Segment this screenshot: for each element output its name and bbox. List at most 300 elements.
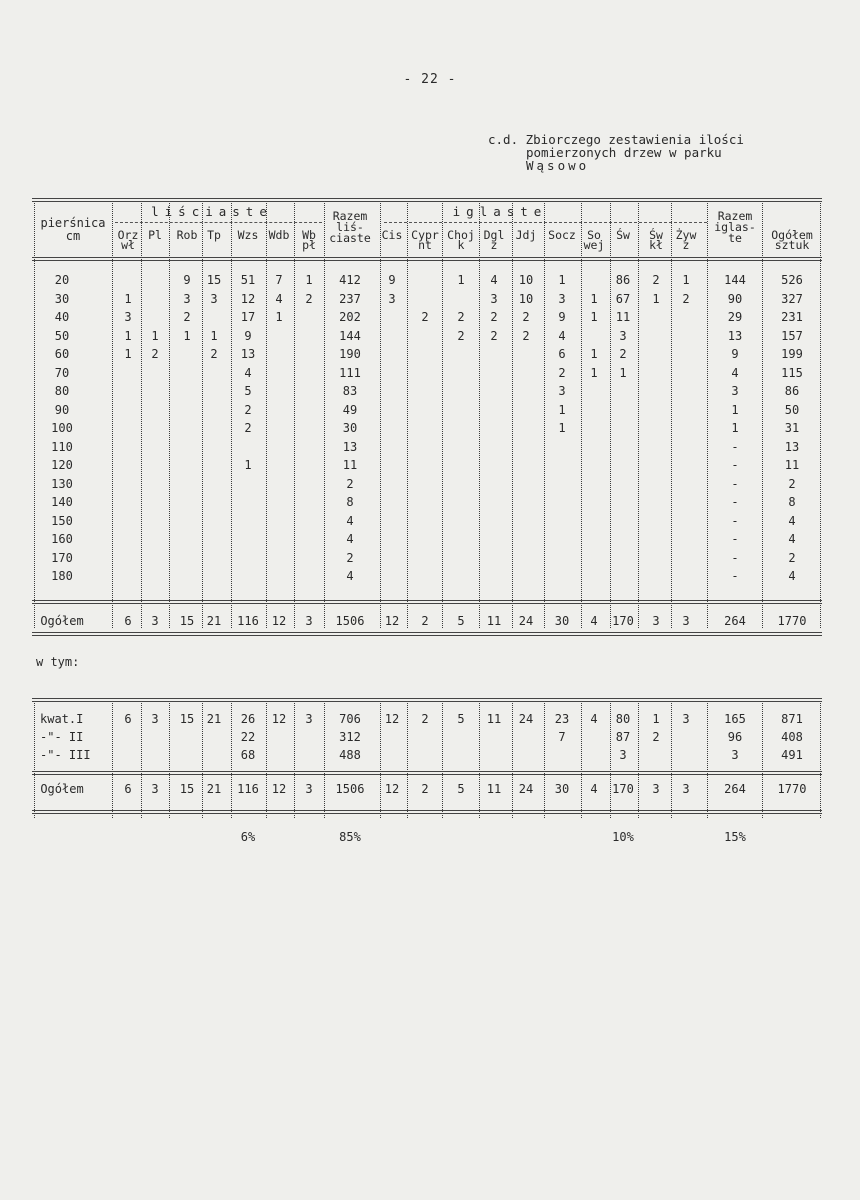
breakdown-cell: 2 bbox=[421, 712, 429, 726]
diameter-row-label: 80 bbox=[54, 384, 70, 398]
diameter-row-cell: 10 bbox=[518, 273, 534, 287]
page-number: - 22 - bbox=[403, 72, 457, 87]
diameter-row-cell: 1 bbox=[457, 273, 465, 287]
diameter-row-cell: 30 bbox=[342, 421, 358, 435]
diameter-row-cell: 1 bbox=[124, 291, 132, 306]
diameter-row-cell: 11 bbox=[342, 458, 358, 472]
diameter-row-cell: 3 bbox=[619, 328, 627, 343]
breakdown-cell: 3 bbox=[305, 712, 313, 726]
heading-line-1: c.d. Zbiorczego zestawienia ilości bbox=[488, 132, 744, 147]
breakdown-col-divider-15 bbox=[581, 703, 582, 818]
diameter-row-cell: 3 bbox=[558, 384, 566, 398]
breakdown-label: -"- III bbox=[40, 748, 91, 762]
breakdown-total-row-cell: 170 bbox=[612, 782, 634, 796]
breakdown-cell: 3 bbox=[151, 712, 159, 726]
main-col-divider-0 bbox=[34, 203, 35, 628]
diameter-row-cell: 2 bbox=[490, 310, 498, 324]
diameter-row-cell: - bbox=[731, 532, 739, 546]
diameter-row-cell: 1 bbox=[558, 273, 566, 287]
diameter-row-label: 70 bbox=[54, 365, 70, 380]
total-row-cell: 6 bbox=[124, 614, 132, 628]
breakdown-cell: 87 bbox=[615, 730, 631, 744]
column-header: Wdb bbox=[268, 228, 290, 242]
column-header: Cis bbox=[381, 228, 403, 242]
breakdown-total-row-cell: 3 bbox=[682, 782, 690, 796]
breakdown-col-divider-5 bbox=[231, 703, 232, 818]
breakdown-cell: 7 bbox=[558, 730, 566, 744]
diameter-row-label: 120 bbox=[51, 458, 73, 472]
breakdown-total-row-cell: 24 bbox=[518, 782, 534, 796]
diameter-row-cell: 6 bbox=[558, 347, 566, 361]
diameter-row-cell: 2 bbox=[788, 476, 796, 491]
total-row-cell: 21 bbox=[206, 614, 222, 628]
diameter-row-cell: 1 bbox=[558, 402, 566, 417]
breakdown-total-row-cell: 116 bbox=[237, 782, 259, 796]
diameter-row-cell: 4 bbox=[346, 532, 354, 546]
breakdown-cell: 3 bbox=[619, 748, 627, 762]
diameter-row-cell: 4 bbox=[731, 365, 739, 380]
breakdown-cell: 22 bbox=[240, 730, 256, 744]
column-header-sub: pł bbox=[302, 238, 316, 252]
w-tym-label: w tym: bbox=[36, 655, 80, 669]
column-header: Orz bbox=[117, 228, 139, 242]
deciduous-group-rule bbox=[115, 222, 322, 223]
breakdown-cell: 165 bbox=[724, 712, 746, 726]
column-header-sub: z bbox=[490, 238, 498, 252]
table-top-rule bbox=[32, 198, 822, 202]
main-col-divider-19 bbox=[707, 203, 708, 628]
main-col-divider-18 bbox=[671, 203, 672, 628]
column-header: Cypr bbox=[411, 228, 439, 242]
diameter-row-label: 40 bbox=[54, 310, 70, 324]
breakdown-total-row-cell: 2 bbox=[421, 782, 429, 796]
main-col-divider-11 bbox=[442, 203, 443, 628]
diameter-row-label: 150 bbox=[51, 513, 73, 528]
breakdown-col-divider-10 bbox=[407, 703, 408, 818]
total-row-cell: 1770 bbox=[777, 614, 807, 628]
diameter-row-cell: 1 bbox=[151, 328, 159, 343]
column-header: Tp bbox=[207, 228, 221, 242]
breakdown-cell: 12 bbox=[384, 712, 400, 726]
breakdown-total-row-cell: 4 bbox=[590, 782, 598, 796]
main-col-divider-6 bbox=[266, 203, 267, 628]
diameter-row-cell: 1 bbox=[305, 273, 313, 287]
breakdown-total-row-cell: 6 bbox=[124, 782, 132, 796]
diameter-row-cell: 2 bbox=[457, 310, 465, 324]
column-header: Socz bbox=[548, 228, 576, 242]
diameter-row-cell: 15 bbox=[206, 273, 222, 287]
column-header: Dgl bbox=[483, 228, 505, 242]
breakdown-cell: 26 bbox=[240, 712, 256, 726]
column-header-sub: liś- bbox=[336, 220, 364, 234]
diameter-row-cell: 199 bbox=[781, 347, 803, 361]
diameter-row-cell: 2 bbox=[210, 347, 218, 361]
diameter-row-cell: 144 bbox=[724, 273, 746, 287]
diameter-row-label: 160 bbox=[51, 532, 73, 546]
diameter-row-cell: 327 bbox=[781, 291, 803, 306]
total-row-cell: 264 bbox=[724, 614, 746, 628]
breakdown-cell: 491 bbox=[781, 748, 803, 762]
main-col-divider-15 bbox=[581, 203, 582, 628]
breakdown-col-divider-13 bbox=[512, 703, 513, 818]
diameter-header: pierśnica bbox=[40, 216, 106, 230]
diameter-row-cell: 157 bbox=[781, 328, 803, 343]
diameter-row-cell: 2 bbox=[183, 310, 191, 324]
group-deciduous: liściaste bbox=[151, 204, 273, 219]
breakdown-top-rule bbox=[32, 698, 822, 702]
diameter-row-cell: 4 bbox=[558, 328, 566, 343]
breakdown-col-divider-1 bbox=[112, 703, 113, 818]
total-row-cell: 170 bbox=[612, 614, 634, 628]
breakdown-total-row-cell: 5 bbox=[457, 782, 465, 796]
totals-top-rule bbox=[32, 600, 822, 604]
diameter-row-label: 180 bbox=[51, 569, 73, 583]
breakdown-col-divider-2 bbox=[141, 703, 142, 818]
column-header-sub: nt bbox=[418, 238, 432, 252]
diameter-row-cell: 2 bbox=[346, 476, 354, 491]
breakdown-total-row-cell: 3 bbox=[151, 782, 159, 796]
header-bottom-rule bbox=[32, 257, 822, 261]
diameter-row-cell: 2 bbox=[682, 291, 690, 306]
breakdown-label: -"- II bbox=[40, 730, 84, 744]
diameter-row-label: 60 bbox=[54, 347, 70, 361]
diameter-row-cell: 1 bbox=[731, 421, 739, 435]
column-header: Żyw bbox=[675, 228, 697, 242]
total-row-cell: 4 bbox=[590, 614, 598, 628]
diameter-row-cell: - bbox=[731, 495, 739, 509]
breakdown-cell: 3 bbox=[682, 712, 690, 726]
breakdown-col-divider-19 bbox=[707, 703, 708, 818]
diameter-row-cell: 13 bbox=[784, 439, 800, 454]
column-header: Św bbox=[649, 228, 663, 242]
diameter-row-cell: - bbox=[731, 476, 739, 491]
diameter-unit: cm bbox=[65, 229, 81, 243]
breakdown-col-divider-8 bbox=[324, 703, 325, 818]
column-header: Św bbox=[616, 228, 630, 242]
breakdown-col-divider-18 bbox=[671, 703, 672, 818]
diameter-row-cell: 1 bbox=[731, 402, 739, 417]
total-row-cell: 24 bbox=[518, 614, 534, 628]
breakdown-col-divider-12 bbox=[479, 703, 480, 818]
column-header-sub2: te bbox=[728, 231, 742, 245]
breakdown-cell: 96 bbox=[727, 730, 743, 744]
diameter-row-cell: 4 bbox=[788, 532, 796, 546]
total-row-cell: 3 bbox=[682, 614, 690, 628]
heading-line-3: Wąsowo bbox=[526, 158, 590, 173]
diameter-row-cell: 4 bbox=[788, 569, 796, 583]
diameter-row-cell: 526 bbox=[781, 273, 803, 287]
breakdown-cell: 4 bbox=[590, 712, 598, 726]
breakdown-col-divider-7 bbox=[294, 703, 295, 818]
main-col-divider-16 bbox=[610, 203, 611, 628]
diameter-row-cell: 12 bbox=[240, 291, 256, 306]
diameter-row-cell: 1 bbox=[124, 328, 132, 343]
diameter-row-cell: 1 bbox=[124, 347, 132, 361]
breakdown-cell: 24 bbox=[518, 712, 534, 726]
diameter-row-cell: 2 bbox=[522, 328, 530, 343]
diameter-row-label: 100 bbox=[51, 421, 73, 435]
breakdown-col-divider-17 bbox=[638, 703, 639, 818]
main-col-divider-20 bbox=[762, 203, 763, 628]
percentage-label: 15% bbox=[724, 830, 746, 844]
column-header: Razem bbox=[332, 209, 368, 223]
diameter-row-cell: 86 bbox=[615, 273, 631, 287]
diameter-row-cell: 5 bbox=[244, 384, 252, 398]
column-header: Ogółem bbox=[771, 228, 813, 242]
heading-line-2: pomierzonych drzew w parku bbox=[526, 145, 722, 160]
breakdown-col-divider-6 bbox=[266, 703, 267, 818]
breakdown-total-row-cell: 12 bbox=[271, 782, 287, 796]
breakdown-col-divider-11 bbox=[442, 703, 443, 818]
breakdown-cell: 12 bbox=[271, 712, 287, 726]
diameter-row-cell: 111 bbox=[339, 365, 361, 380]
total-row-cell: 15 bbox=[179, 614, 195, 628]
diameter-row-cell: 2 bbox=[151, 347, 159, 361]
diameter-row-cell: 9 bbox=[731, 347, 739, 361]
diameter-row-cell: 4 bbox=[346, 513, 354, 528]
diameter-row-cell: 2 bbox=[788, 550, 796, 565]
column-header: Razem bbox=[717, 209, 753, 223]
diameter-row-cell: 86 bbox=[784, 384, 800, 398]
breakdown-total-row-cell: 21 bbox=[206, 782, 222, 796]
main-col-divider-14 bbox=[544, 203, 545, 628]
breakdown-total-row-cell: 3 bbox=[652, 782, 660, 796]
breakdown-cell: 1 bbox=[652, 712, 660, 726]
main-col-divider-5 bbox=[231, 203, 232, 628]
breakdown-cell: 312 bbox=[339, 730, 361, 744]
diameter-row-cell: 1 bbox=[652, 291, 660, 306]
diameter-row-label: 20 bbox=[54, 273, 70, 287]
column-header-sub: kł bbox=[649, 238, 663, 252]
diameter-row-cell: 3 bbox=[183, 291, 191, 306]
diameter-row-cell: 7 bbox=[275, 273, 283, 287]
diameter-row-label: 130 bbox=[51, 476, 73, 491]
diameter-row-cell: 3 bbox=[731, 384, 739, 398]
breakdown-cell: 21 bbox=[206, 712, 222, 726]
breakdown-total-row-cell: 30 bbox=[554, 782, 570, 796]
diameter-row-cell: 17 bbox=[240, 310, 256, 324]
diameter-row-cell: 2 bbox=[522, 310, 530, 324]
diameter-row-cell: 115 bbox=[781, 365, 803, 380]
breakdown-cell: 5 bbox=[457, 712, 465, 726]
diameter-row-label: 90 bbox=[54, 402, 70, 417]
breakdown-cell: 23 bbox=[554, 712, 570, 726]
breakdown-col-divider-4 bbox=[202, 703, 203, 818]
total-row-cell: 30 bbox=[554, 614, 570, 628]
total-row-cell: 2 bbox=[421, 614, 429, 628]
column-header: Rob bbox=[176, 228, 198, 242]
diameter-row-cell: 1 bbox=[590, 347, 598, 361]
main-col-divider-1 bbox=[112, 203, 113, 628]
diameter-row-cell: 11 bbox=[615, 310, 631, 324]
main-col-divider-8 bbox=[324, 203, 325, 628]
breakdown-cell: 488 bbox=[339, 748, 361, 762]
column-header: Choj bbox=[447, 228, 475, 242]
main-col-divider-17 bbox=[638, 203, 639, 628]
main-col-divider-12 bbox=[479, 203, 480, 628]
breakdown-cell: 6 bbox=[124, 712, 132, 726]
diameter-row-cell: 3 bbox=[210, 291, 218, 306]
breakdown-cell: 11 bbox=[486, 712, 502, 726]
breakdown-cell: 15 bbox=[179, 712, 195, 726]
main-col-divider-10 bbox=[407, 203, 408, 628]
diameter-row-cell: - bbox=[731, 550, 739, 565]
total-row-cell: 116 bbox=[237, 614, 259, 628]
diameter-row-cell: 1 bbox=[210, 328, 218, 343]
diameter-row-cell: 3 bbox=[124, 310, 132, 324]
diameter-row-cell: 4 bbox=[788, 513, 796, 528]
diameter-row-cell: 11 bbox=[784, 458, 800, 472]
breakdown-col-divider-14 bbox=[544, 703, 545, 818]
diameter-row-label: 110 bbox=[51, 439, 73, 454]
diameter-row-cell: 51 bbox=[240, 273, 256, 287]
diameter-row-cell: 412 bbox=[339, 273, 361, 287]
total-row-cell: 12 bbox=[271, 614, 287, 628]
breakdown-total-row-cell: 1506 bbox=[335, 782, 365, 796]
diameter-row-cell: 1 bbox=[682, 273, 690, 287]
diameter-row-cell: 2 bbox=[346, 550, 354, 565]
total-row-cell: 3 bbox=[151, 614, 159, 628]
diameter-row-cell: 31 bbox=[784, 421, 800, 435]
column-header-sub: sztuk bbox=[774, 238, 810, 252]
diameter-row-cell: 1 bbox=[619, 365, 627, 380]
total-row-cell: 3 bbox=[652, 614, 660, 628]
diameter-row-cell: 1 bbox=[244, 458, 252, 472]
diameter-row-cell: - bbox=[731, 513, 739, 528]
table-bottom-rule bbox=[32, 632, 822, 636]
column-header: So bbox=[587, 228, 601, 242]
breakdown-cell: 871 bbox=[781, 712, 803, 726]
diameter-row-cell: 1 bbox=[183, 328, 191, 343]
diameter-row-cell: 13 bbox=[727, 328, 743, 343]
diameter-row-cell: 9 bbox=[244, 328, 252, 343]
diameter-row-cell: 1 bbox=[558, 421, 566, 435]
diameter-row-cell: 49 bbox=[342, 402, 358, 417]
diameter-row-cell: 4 bbox=[275, 291, 283, 306]
diameter-row-cell: 1 bbox=[590, 365, 598, 380]
diameter-row-cell: 67 bbox=[615, 291, 631, 306]
breakdown-total-row-cell: 11 bbox=[486, 782, 502, 796]
breakdown-sum-rule bbox=[32, 771, 822, 775]
breakdown-total-row-cell: 3 bbox=[305, 782, 313, 796]
group-coniferous: iglaste bbox=[452, 204, 548, 219]
diameter-row-cell: 237 bbox=[339, 291, 361, 306]
diameter-row-cell: 10 bbox=[518, 291, 534, 306]
diameter-row-cell: 2 bbox=[619, 347, 627, 361]
total-row-cell: 1506 bbox=[335, 614, 365, 628]
diameter-row-cell: 2 bbox=[305, 291, 313, 306]
diameter-row-label: 30 bbox=[54, 291, 70, 306]
document-heading bbox=[488, 133, 744, 172]
diameter-row-cell: - bbox=[731, 569, 739, 583]
breakdown-col-divider-0 bbox=[34, 703, 35, 818]
breakdown-total-row-cell: 1770 bbox=[777, 782, 807, 796]
column-header-sub: iglas- bbox=[714, 220, 756, 234]
diameter-row-cell: 8 bbox=[346, 495, 354, 509]
diameter-row-cell: 50 bbox=[784, 402, 800, 417]
column-header-sub2: ciaste bbox=[329, 231, 371, 245]
breakdown-col-divider-9 bbox=[380, 703, 381, 818]
total-row-cell: 12 bbox=[384, 614, 400, 628]
diameter-row-cell: 83 bbox=[342, 384, 358, 398]
diameter-row-label: 140 bbox=[51, 495, 73, 509]
column-header: Jdj bbox=[515, 228, 537, 242]
diameter-row-cell: 3 bbox=[388, 291, 396, 306]
breakdown-cell: 706 bbox=[339, 712, 361, 726]
total-row-cell: 5 bbox=[457, 614, 465, 628]
total-row-cell: 11 bbox=[486, 614, 502, 628]
breakdown-label: kwat.I bbox=[40, 712, 84, 726]
diameter-row-cell: 4 bbox=[490, 273, 498, 287]
breakdown-total-row-cell: 264 bbox=[724, 782, 746, 796]
diameter-row-cell: 202 bbox=[339, 310, 361, 324]
diameter-row-cell: 4 bbox=[244, 365, 252, 380]
breakdown-col-divider-16 bbox=[610, 703, 611, 818]
breakdown-cell: 80 bbox=[615, 712, 631, 726]
column-header-sub: wej bbox=[583, 238, 605, 252]
breakdown-cell: 2 bbox=[652, 730, 660, 744]
breakdown-cell: 408 bbox=[781, 730, 803, 744]
column-header: Wb bbox=[302, 228, 316, 242]
diameter-row-cell: 2 bbox=[244, 421, 252, 435]
coniferous-group-rule bbox=[384, 222, 707, 223]
diameter-row-cell: 1 bbox=[275, 310, 283, 324]
diameter-row-cell: - bbox=[731, 458, 739, 472]
breakdown-bottom-rule bbox=[32, 810, 822, 814]
main-col-divider-4 bbox=[202, 203, 203, 628]
column-header-sub: wł bbox=[121, 238, 135, 252]
diameter-row-cell: 2 bbox=[652, 273, 660, 287]
breakdown-cell: 68 bbox=[240, 748, 256, 762]
breakdown-col-divider-3 bbox=[169, 703, 170, 818]
main-col-divider-7 bbox=[294, 203, 295, 628]
main-col-divider-3 bbox=[169, 203, 170, 628]
diameter-row-cell: 2 bbox=[558, 365, 566, 380]
main-col-divider-13 bbox=[512, 203, 513, 628]
diameter-row-label: 50 bbox=[54, 328, 70, 343]
diameter-row-cell: 2 bbox=[457, 328, 465, 343]
column-header: Pl bbox=[148, 228, 162, 242]
diameter-row-cell: 144 bbox=[339, 328, 361, 343]
breakdown-total-row-label: Ogółem bbox=[40, 782, 84, 796]
diameter-row-cell: 29 bbox=[727, 310, 743, 324]
main-col-divider-21 bbox=[820, 203, 821, 628]
diameter-row-cell: 3 bbox=[558, 291, 566, 306]
diameter-row-cell: 9 bbox=[558, 310, 566, 324]
breakdown-cell: 3 bbox=[731, 748, 739, 762]
breakdown-col-divider-21 bbox=[820, 703, 821, 818]
percentage-label: 6% bbox=[240, 830, 256, 844]
main-col-divider-9 bbox=[380, 203, 381, 628]
column-header-sub: z bbox=[682, 238, 690, 252]
percentage-label: 10% bbox=[612, 830, 634, 844]
diameter-row-cell: 1 bbox=[590, 310, 598, 324]
diameter-row-cell: 9 bbox=[183, 273, 191, 287]
breakdown-total-row-cell: 12 bbox=[384, 782, 400, 796]
total-row-label: Ogółem bbox=[40, 614, 84, 628]
diameter-row-cell: 9 bbox=[388, 273, 396, 287]
main-col-divider-2 bbox=[141, 203, 142, 628]
diameter-row-cell: 4 bbox=[346, 569, 354, 583]
diameter-row-cell: 190 bbox=[339, 347, 361, 361]
diameter-row-cell: 2 bbox=[421, 310, 429, 324]
diameter-row-cell: 1 bbox=[590, 291, 598, 306]
column-header-sub: k bbox=[457, 238, 465, 252]
breakdown-col-divider-20 bbox=[762, 703, 763, 818]
diameter-row-cell: 231 bbox=[781, 310, 803, 324]
diameter-row-label: 170 bbox=[51, 550, 73, 565]
diameter-row-cell: 8 bbox=[788, 495, 796, 509]
